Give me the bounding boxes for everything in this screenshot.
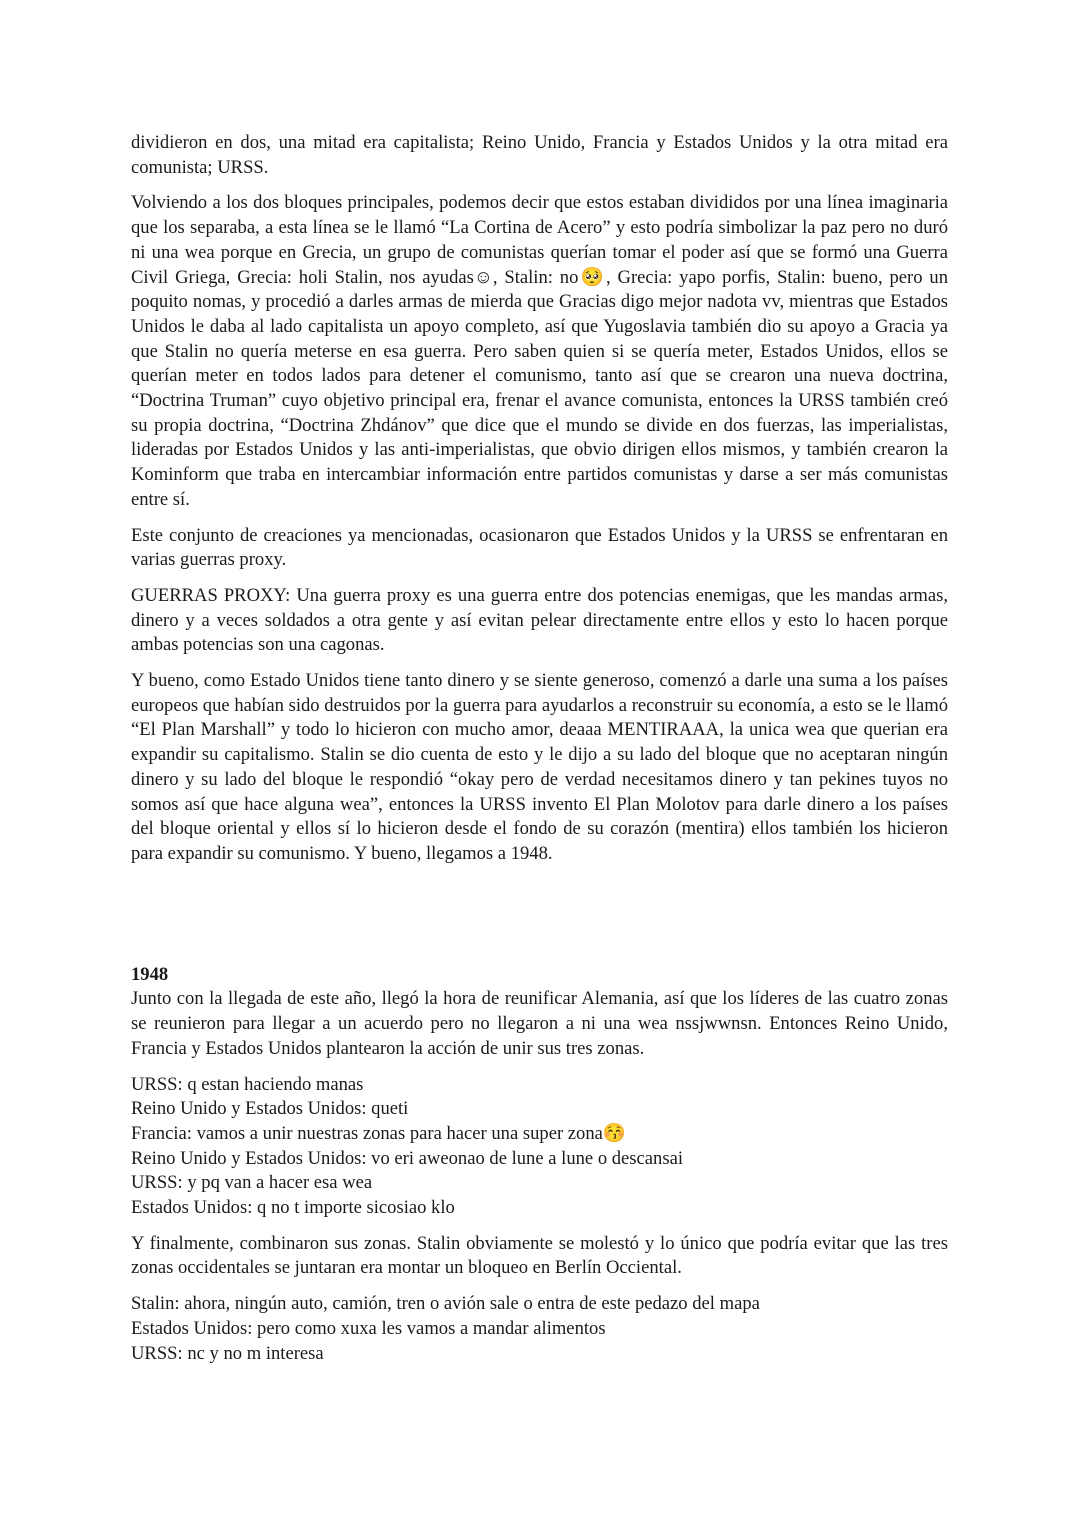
paragraph-plan-marshall: Y bueno, como Estado Unidos tiene tanto dinero y se siente generoso, comenzó a darle una suma a los países europeos que habían sido destruidos por la guerra para ayudarlos a reconstruir su economía, a esto se le llamó “El Plan Marshall” y todo lo hicieron con mucho amor, deaaa MENTIRAAA, la unica wea que querian era expandir su capitalismo. Stalin se dio cuenta de esto y le dijo a su lado del bloque que no aceptaran ningún dinero y su lado del bloque le respondió “okay pero de verdad necesitamos dinero y tan pekines tuyos no somos así que hace alguna wea”, entonces la URSS invento El Plan Molotov para darle dinero a los países del bloque oriental y ellos sí lo hicieron desde el fondo de su corazón (mentira) ellos también los hicieron para expandir su comunismo. Y bueno, llegamos a 1948. bbox=[131, 670, 948, 864]
paragraph-guerras-proxy-definition: GUERRAS PROXY: Una guerra proxy es una guerra entre dos potencias enemigas, que les mandas armas, dinero y a veces soldados a otra gente y así evitan pelear directamente entre ellos y esto lo hacen porque ambas potencias son una cagonas. bbox=[131, 584, 948, 656]
document-page bbox=[131, 131, 948, 1377]
section-spacer bbox=[131, 878, 948, 963]
dialogue-block-zonas bbox=[131, 1073, 948, 1221]
dialogue-line: Reino Unido y Estados Unidos: queti bbox=[131, 1098, 409, 1120]
dialogue-line: URSS: y pq van a hacer esa wea bbox=[131, 1172, 373, 1194]
section-heading-1948: 1948 bbox=[131, 963, 169, 985]
paragraph-guerras-proxy-intro: Este conjunto de creaciones ya mencionadas, ocasionaron que Estados Unidos y la URSS se enfrentaran en varias guerras proxy. bbox=[131, 524, 948, 571]
dialogue-line: Estados Unidos: q no t importe sicosiao klo bbox=[131, 1197, 455, 1219]
dialogue-line: Francia: vamos a unir nuestras zonas para hacer una super zona😚 bbox=[131, 1122, 627, 1144]
dialogue-line: Stalin: ahora, ningún auto, camión, tren o avión sale o entra de este pedazo del mapa bbox=[131, 1293, 760, 1315]
paragraph-reunificar-alemania: Junto con la llegada de este año, llegó la hora de reunificar Alemania, así que los líderes de las cuatro zonas se reunieron para llegar a un acuerdo pero no llegaron a ni una wea nssjwwnsn. Entonces Reino Unido, Francia y Estados Unidos plantearon la acción de unir sus tres zonas. bbox=[131, 988, 948, 1059]
dialogue-line: Estados Unidos: pero como xuxa les vamos a mandar alimentos bbox=[131, 1317, 606, 1339]
paragraph-bloqueo-berlin: Y finalmente, combinaron sus zonas. Stalin obviamente se molestó y lo único que podría evitar que las tres zonas occidentales se juntaran era montar un bloqueo en Berlín Occiental. bbox=[131, 1232, 948, 1279]
dialogue-line: Reino Unido y Estados Unidos: vo eri aweonao de lune a lune o descansai bbox=[131, 1147, 684, 1169]
paragraph-division: dividieron en dos, una mitad era capitalista; Reino Unido, Francia y Estados Unidos y la otra mitad era comunista; URSS. bbox=[131, 132, 948, 178]
dialogue-block-bloqueo bbox=[131, 1292, 948, 1366]
paragraph-cortina-de-acero: Volviendo a los dos bloques principales, podemos decir que estos estaban divididos por una línea imaginaria que los separaba, a esta línea se le llamó “La Cortina de Acero” y esto podría simbolizar la paz pero no duró ni una wea porque en Grecia, un grupo de comunistas querían tomar el poder así que se formó una Guerra Civil Griega, Grecia: holi Stalin, nos ayudas☺, Stalin: no🥺, Grecia: yapo porfis, Stalin: bueno, pero un poquito nomas, y procedió a darles armas de mierda que Gracias digo mejor nadota vv, mientras que Estados Unidos le daba al lado capitalista un apoyo completo, así que Yugoslavia también dio su apoyo a Gracia ya que Stalin no quería meterse en esa guerra. Pero saben quien si se quería meter, Estados Unidos, ellos se querían meter en todos lados para detener el comunismo, tanto así que se crearon una nueva doctrina, “Doctrina Truman” cuyo objetivo principal era, frenar el avance comunista, entonces la URSS también creó su propia doctrina, “Doctrina Zhdánov” que dice que el mundo se divide en dos fuerzas, las imperialistas, lideradas por Estados Unidos y las anti-imperialistas, que obvio dirigen ellos mismos, y también crearon la Kominform que traba en intercambiar información entre partidos comunistas y darse a ser más comunistas entre sí. bbox=[131, 192, 948, 510]
dialogue-line: URSS: q estan haciendo manas bbox=[131, 1073, 364, 1095]
dialogue-line: URSS: nc y no m interesa bbox=[131, 1342, 324, 1364]
